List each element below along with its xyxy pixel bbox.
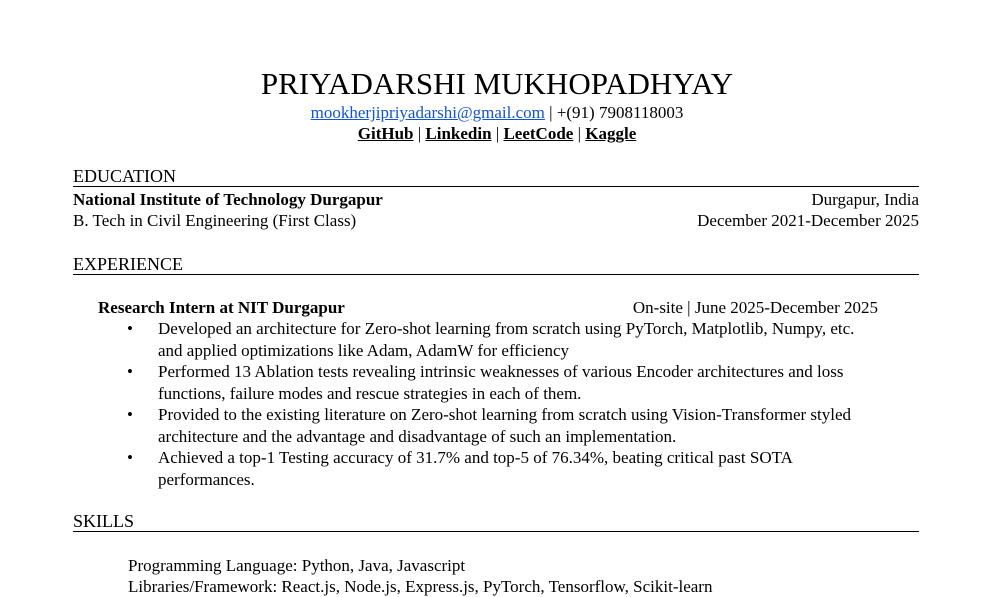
- list-item: [127, 447, 928, 490]
- bullet-line: Provided to the existing literature on Zero-shot learning from scratch using Vision-Transformer styled: [158, 405, 852, 424]
- list-item: [127, 361, 928, 404]
- education-row-degree: [73, 211, 919, 231]
- education-heading: EDUCATION: [73, 166, 919, 187]
- experience-bullets: [127, 318, 928, 490]
- linkedin-link[interactable]: Linkedin: [425, 124, 492, 143]
- job-role: Research Intern at NIT Durgapur: [98, 298, 345, 317]
- experience-heading: EXPERIENCE: [73, 254, 919, 275]
- github-link[interactable]: GitHub: [357, 124, 414, 143]
- bullet-line: and applied optimizations like Adam, AdamW for efficiency: [158, 340, 570, 360]
- bullet-line: Developed an architecture for Zero-shot learning from scratch using PyTorch, Matplotlib, Numpy, etc.: [158, 319, 855, 338]
- bullet-icon: •: [127, 405, 133, 424]
- job-title-row: [98, 298, 878, 318]
- list-item: [127, 404, 928, 447]
- list-item: [127, 318, 928, 361]
- job-meta: On-site | June 2025-December 2025: [632, 298, 878, 317]
- profile-links: [0, 124, 994, 144]
- institution-name: National Institute of Technology Durgapur: [73, 190, 383, 209]
- candidate-name: PRIYADARSHI MUKHOPADHYAY: [260, 66, 734, 101]
- phone-number: +(91) 7908118003: [556, 103, 684, 122]
- contact-separator: |: [544, 103, 557, 122]
- bullet-line: Achieved a top-1 Testing accuracy of 31.7% and top-5 of 76.34%, beating critical past SOTA: [158, 448, 793, 467]
- bullet-line: performances.: [158, 469, 255, 489]
- leetcode-link[interactable]: LeetCode: [503, 124, 574, 143]
- education-row-institution: [73, 190, 919, 210]
- bullet-line: architecture and the advantage and disadvantage of such an implementation.: [158, 426, 677, 446]
- education-dates: December 2021-December 2025: [697, 211, 919, 230]
- bullet-line: Performed 13 Ablation tests revealing intrinsic weaknesses of various Encoder architectures and loss: [158, 362, 844, 381]
- email-link[interactable]: mookherjipriyadarshi@gmail.com: [310, 103, 545, 122]
- skill-programming-languages: Programming Language: Python, Java, Javascript: [128, 556, 466, 575]
- link-separator: |: [413, 124, 426, 143]
- bullet-icon: •: [127, 448, 133, 467]
- link-separator: |: [491, 124, 504, 143]
- bullet-icon: •: [127, 362, 133, 381]
- contact-line: [0, 103, 994, 123]
- degree: B. Tech in Civil Engineering (First Class): [73, 211, 357, 230]
- kaggle-link[interactable]: Kaggle: [585, 124, 637, 143]
- skills-heading: SKILLS: [73, 511, 919, 532]
- skill-libraries-frameworks: Libraries/Framework: React.js, Node.js, Express.js, PyTorch, Tensorflow, Scikit-learn: [128, 577, 713, 596]
- institution-location: Durgapur, India: [811, 190, 919, 209]
- bullet-line: functions, failure modes and rescue strategies in each of them.: [158, 383, 582, 403]
- link-separator: |: [573, 124, 586, 143]
- bullet-icon: •: [127, 319, 133, 338]
